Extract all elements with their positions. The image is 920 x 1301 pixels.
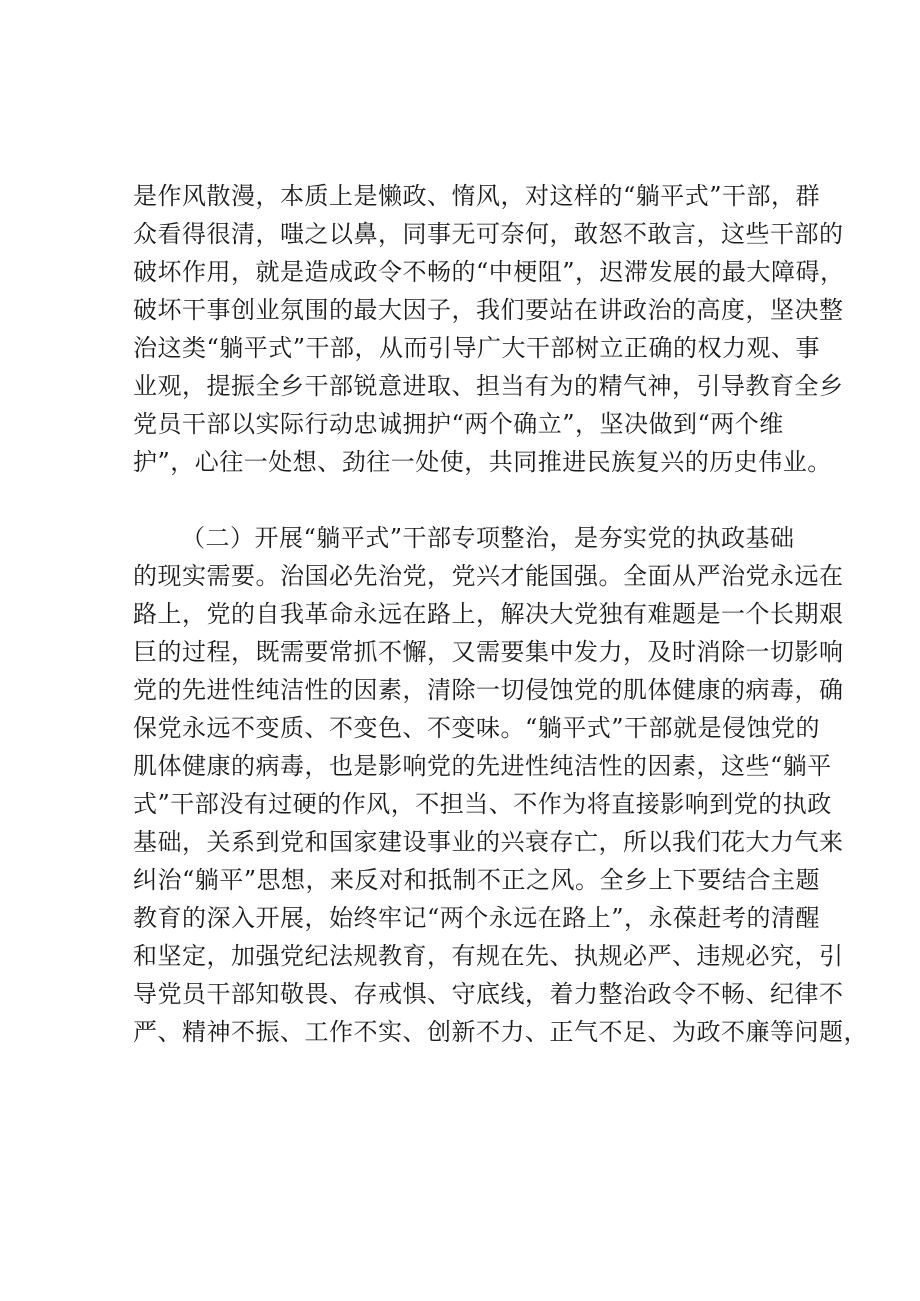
text-line: 严、精神不振、工作不实、创新不力、正气不足、为政不廉等问题， [133,1018,868,1046]
paragraph-continued [133,177,845,481]
text-line: 和坚定，加强党纪法规教育，有规在先、执规必严、违规必究，引 [133,942,844,970]
text-line: 破坏作用，就是造成政令不畅的“中梗阻”，迟滞发展的最大障碍， [133,258,845,286]
text-line: 破坏干事创业氛围的最大因子，我们要站在讲政治的高度，坚决整 [133,296,844,324]
text-line: 党员干部以实际行动忠诚拥护“两个确立”，坚决做到“两个维 [133,410,784,438]
text-line: 巨的过程，既需要常抓不懈，又需要集中发力，及时消除一切影响 [133,638,844,666]
text-line: 的现实需要。治国必先治党，党兴才能国强。全面从严治党永远在 [133,562,844,590]
text-line: 教育的深入开展，始终牢记“两个永远在路上”，永葆赶考的清醒 [133,904,821,932]
text-line: 导党员干部知敬畏、存戒惧、守底线，着力整治政令不畅、纪律不 [133,980,844,1008]
text-line: 护”，心往一处想、劲往一处使，共同推进民族复兴的历史伟业。 [133,448,832,476]
text-line: 肌体健康的病毒，也是影响党的先进性纯洁性的因素，这些“躺平 [133,752,832,780]
paragraph-two [133,519,868,1051]
text-line: 式”干部没有过硬的作风，不担当、不作为将直接影响到党的执政 [133,790,832,818]
text-line: 众看得很清，嗤之以鼻，同事无可奈何，敢怒不敢言，这些干部的 [133,220,844,248]
text-line: 治这类“躺平式”干部，从而引导广大干部树立正确的权力观、事 [133,334,821,362]
text-line: 是作风散漫，本质上是懒政、惰风，对这样的“躺平式”干部，群 [133,182,821,210]
text-line: 业观，提振全乡干部锐意进取、担当有为的精气神，引导教育全乡 [133,372,844,400]
paragraph-heading-line: （二）开展“躺平式”干部专项整治，是夯实党的执政基础 [181,524,795,552]
text-line: 路上，党的自我革命永远在路上，解决大党独有难题是一个长期艰 [133,600,844,628]
text-line: 纠治“躺平”思想，来反对和抵制不正之风。全乡上下要结合主题 [133,866,821,894]
text-line: 基础，关系到党和国家建设事业的兴衰存亡，所以我们花大力气来 [133,828,844,856]
text-line: 党的先进性纯洁性的因素，清除一切侵蚀党的肌体健康的病毒，确 [133,676,844,704]
text-line: 保党永远不变质、不变色、不变味。“躺平式”干部就是侵蚀党的 [133,714,821,742]
